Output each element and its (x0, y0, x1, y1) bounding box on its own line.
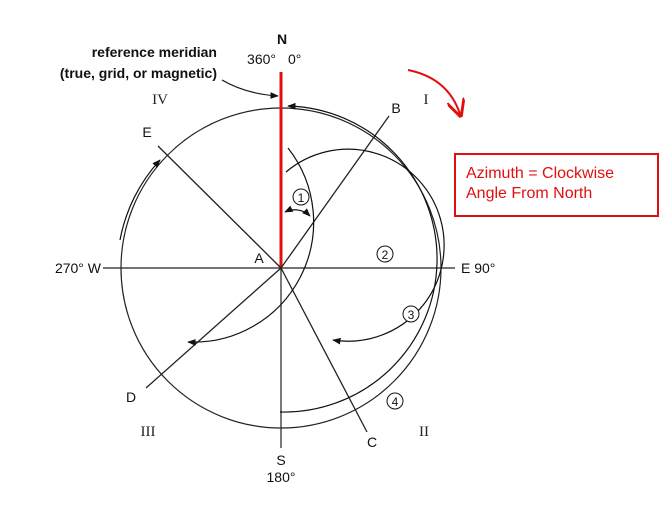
quadrant-iv: IV (152, 92, 168, 108)
north-degree-0: 0° (288, 51, 302, 67)
azimuth-callout (454, 153, 659, 217)
line-ac (281, 268, 367, 432)
west-label: 270° W (54, 260, 101, 276)
point-b-label: B (391, 100, 401, 116)
angle-1-number: 1 (297, 191, 305, 205)
south-degree: 180° (266, 469, 296, 485)
angle-3-number: 3 (407, 308, 415, 322)
point-a-label: A (254, 250, 264, 266)
angle-2-arc (286, 149, 444, 341)
angle-2-marker (377, 246, 393, 262)
reference-label-line2: (true, grid, or magnetic) (59, 65, 217, 81)
angle-3-arc (188, 148, 314, 342)
angle-1-marker (293, 189, 309, 205)
south-label: S (276, 452, 286, 468)
callout-line1: Azimuth = Clockwise (466, 165, 615, 182)
angle-3-marker (403, 306, 419, 322)
point-d-label: D (125, 389, 137, 405)
angle-4-arc (280, 106, 437, 412)
point-e-label: E (142, 124, 152, 140)
angle-4-number: 4 (391, 395, 399, 409)
point-c-label: C (366, 434, 378, 450)
north-label: N (276, 31, 288, 47)
angle-2-number: 2 (381, 248, 389, 262)
quadrant-iii: III (140, 424, 156, 440)
reference-pointer (222, 80, 278, 96)
reference-label-line1: reference meridian (91, 44, 217, 60)
quadrant-ii: II (419, 424, 429, 440)
angle-1-arc (285, 210, 310, 216)
east-label: E 90° (461, 260, 496, 276)
callout-line2: Angle From North (466, 185, 593, 202)
north-degree-360: 360° (247, 51, 276, 67)
clockwise-arrow-icon (408, 70, 460, 114)
line-ad (146, 268, 281, 388)
quadrant-i: I (423, 92, 429, 108)
angle-4-marker (387, 393, 403, 409)
